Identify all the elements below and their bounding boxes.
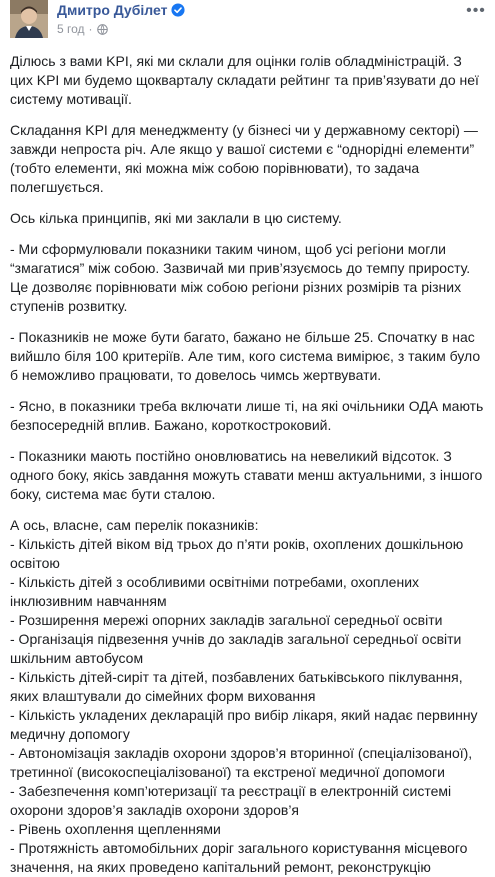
kpi-list-item: - Кількість дітей з особливими освітніми потребами, охоплених інклюзивним навчанням <box>10 574 420 609</box>
verified-badge-icon <box>171 3 185 17</box>
meta-separator: · <box>88 22 93 36</box>
kpi-list-item: - Забезпечення комп’ютеризації та реєстрації в електронній системі охорони здоров’я закладів охорони здоров’я <box>10 783 452 818</box>
more-options-icon[interactable]: ••• <box>466 2 486 19</box>
post-text <box>10 52 488 877</box>
kpi-list-item: - Організація підвезення учнів до закладів загальної середньої освіти шкільним автобусом <box>10 631 462 666</box>
author-name-text[interactable]: Дмитро Дубілет <box>57 2 168 18</box>
kpi-list-intro: А ось, власне, сам перелік показників: <box>10 517 259 533</box>
post-meta <box>57 22 108 36</box>
post-paragraph: Ділюсь з вами KPI, які ми склали для оцінки голів обладміністрацій. З цих KPI ми будемо щокварталу складати рейтинг та прив’язувати до неї систему мотивації. <box>10 53 479 107</box>
post-paragraph: - Показники мають постійно оновлюватись на невеликий відсоток. З одного боку, якісь завдання можуть ставати менш актуальними, з іншого боку, система має бути сталою. <box>10 448 483 502</box>
kpi-list-item: - Розширення мережі опорних закладів загальної середньої освіти <box>10 612 443 628</box>
avatar[interactable] <box>10 0 48 38</box>
post-paragraph: Складання KPI для менеджменту (у бізнесі чи у державному секторі) — завжди непроста річ. Але якщо у вашої системи є “однорідні елементи” (тобто елементи, які можна між собою порівнювати), то задача полегшується. <box>10 122 478 195</box>
author-name[interactable] <box>57 2 185 18</box>
kpi-list-item: - Автономізація закладів охорони здоров’я вторинної (спеціалізованої), третинної (високоспеціалізованої) та екстреної медичної допомоги <box>10 745 473 780</box>
kpi-list <box>10 535 488 877</box>
kpi-list-item: - Кількість дітей віком від трьох до п’яти років, охоплених дошкільною освітою <box>10 536 464 571</box>
post-paragraph: Ось кілька принципів, які ми заклали в цю систему. <box>10 210 342 226</box>
post-timestamp[interactable]: 5 год <box>57 22 85 36</box>
kpi-list-item: - Кількість дітей-сиріт та дітей, позбавлених батьківського піклування, яких влаштували до сімейних форм виховання <box>10 669 463 704</box>
post-header <box>0 0 495 44</box>
post-paragraph: - Ясно, в показники треба включати лише ті, на які очільники ОДА мають безпосередній вплив. Бажано, короткостроковий. <box>10 398 484 433</box>
kpi-list-item: - Протяжність автомобільних доріг загального користування місцевого значення, на яких проведено капітальний ремонт, реконструкцію <box>10 840 468 875</box>
globe-icon[interactable] <box>97 24 108 35</box>
post-paragraph: - Ми сформулювали показники таким чином, щоб усі регіони могли “змагатися” між собою. Зазвичай ми прив’язуємось до темпу приросту. Це дозволяє порівнювати між собою регіони різних розмірів та різних ступенів розвитку. <box>10 241 471 314</box>
kpi-list-item: - Кількість укладених декларацій про вибір лікаря, який надає первинну медичну допомогу <box>10 707 478 742</box>
kpi-list-item: - Рівень охоплення щепленнями <box>10 821 221 837</box>
post-paragraph: - Показників не може бути багато, бажано не більше 25. Спочатку в нас вийшло біля 100 критеріїв. Але тим, кого система вимірює, з таким було б неможливо працювати, то довелось чимсь жертвувати. <box>10 329 481 383</box>
